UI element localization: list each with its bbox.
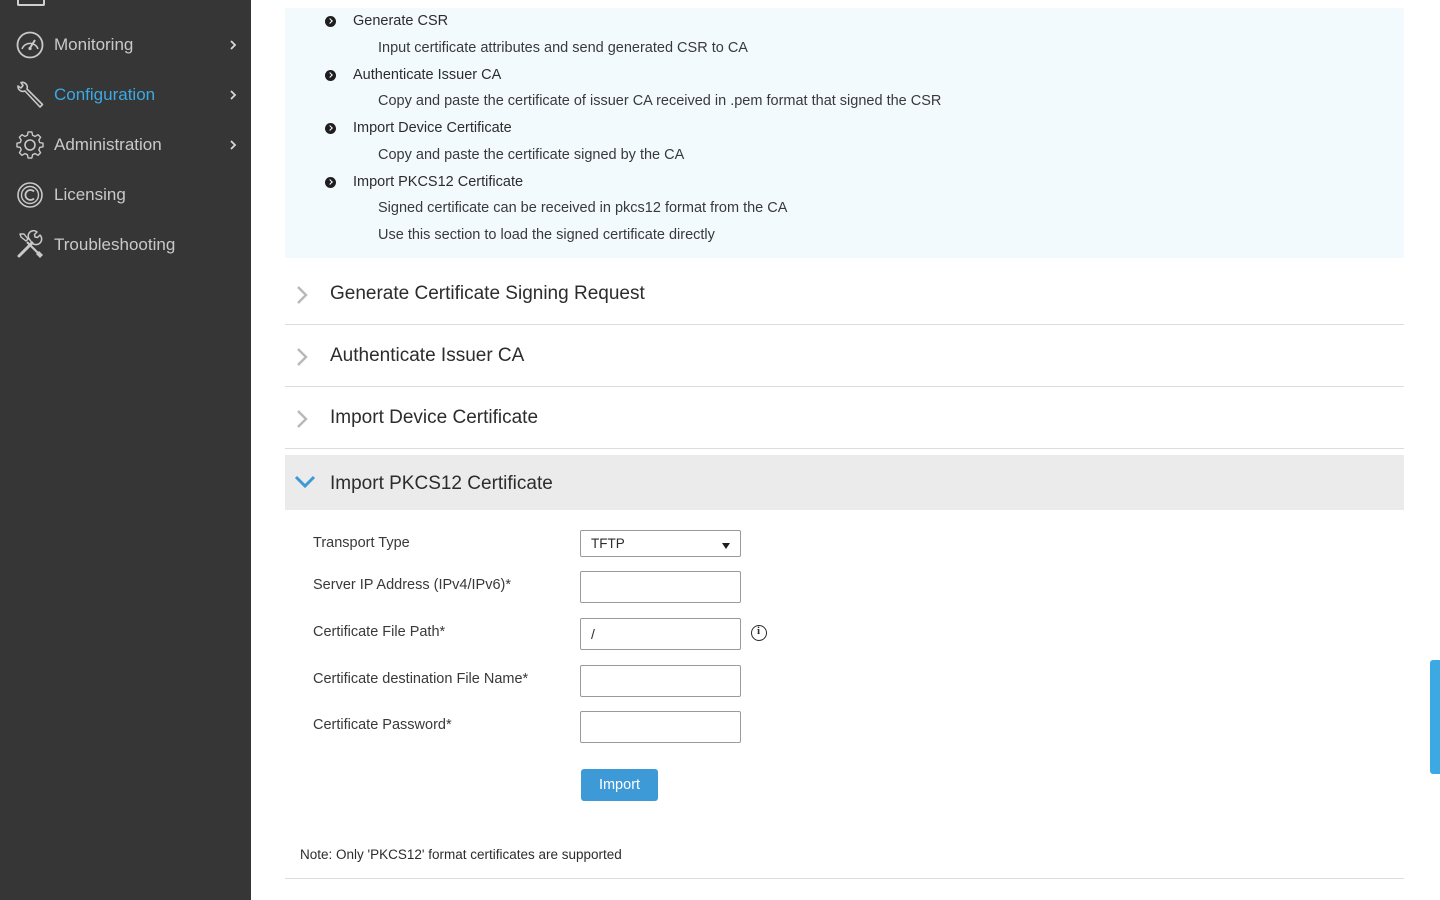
server-ip-input[interactable] (580, 571, 741, 603)
gear-icon (15, 130, 45, 160)
certificate-steps-info (285, 8, 1404, 258)
step-title: Import Device Certificate (353, 120, 512, 136)
bullet-icon (325, 177, 336, 188)
accordion-authenticate-issuer-ca[interactable] (285, 325, 1404, 387)
certificate-password-input[interactable] (580, 711, 741, 743)
accordion-import-device-certificate[interactable] (285, 387, 1404, 449)
licensing-icon (15, 180, 45, 210)
certificate-file-path-label: Certificate File Path* (313, 624, 446, 640)
wrench-icon (15, 80, 45, 110)
format-note: Note: Only 'PKCS12' format certificates are supported (300, 847, 622, 862)
chevron-right-icon (226, 87, 240, 103)
certificate-destination-file-label: Certificate destination File Name* (313, 671, 529, 687)
sidebar-item-troubleshooting[interactable] (0, 223, 251, 267)
transport-type-label: Transport Type (313, 535, 410, 551)
scrollbar-handle[interactable] (1430, 660, 1440, 774)
sidebar (0, 0, 251, 900)
accordion-title: Authenticate Issuer CA (330, 345, 525, 366)
chevron-right-icon (226, 37, 240, 53)
sidebar-item-label: Troubleshooting (54, 235, 176, 254)
bullet-icon (325, 16, 336, 27)
sidebar-item-label: Administration (54, 135, 162, 154)
sidebar-item-monitoring[interactable] (0, 23, 251, 67)
import-button[interactable]: Import (581, 769, 658, 801)
main-content (251, 0, 1440, 900)
server-ip-label: Server IP Address (IPv4/IPv6)* (313, 577, 511, 593)
accordion-title: Import Device Certificate (330, 407, 539, 428)
sidebar-item-licensing[interactable] (0, 173, 251, 217)
certificate-destination-file-input[interactable] (580, 665, 741, 697)
sidebar-item-label: Licensing (54, 185, 126, 204)
step-title: Generate CSR (353, 13, 449, 29)
certificate-file-path-input[interactable] (580, 618, 741, 650)
sidebar-item-label: Monitoring (54, 35, 134, 54)
chevron-right-icon (226, 137, 240, 153)
certificate-password-label: Certificate Password* (313, 717, 452, 733)
info-icon[interactable]: i (751, 625, 767, 641)
transport-type-value: TFTP (591, 536, 625, 551)
tools-icon (15, 230, 45, 260)
sidebar-item-label: Configuration (54, 85, 156, 104)
dashboard-icon[interactable] (17, 0, 45, 6)
caret-down-icon (722, 543, 730, 549)
transport-type-select[interactable] (580, 530, 741, 557)
gauge-icon (15, 30, 45, 60)
step-title: Import PKCS12 Certificate (353, 174, 524, 190)
bullet-icon (325, 123, 336, 134)
chevron-right-icon (295, 347, 309, 367)
bullet-icon (325, 70, 336, 81)
chevron-right-icon (295, 409, 309, 429)
accordion-generate-csr[interactable] (285, 263, 1404, 325)
step-description: Copy and paste the certificate signed by the CA (378, 147, 685, 163)
step-description: Signed certificate can be received in pkcs12 format from the CA (378, 200, 788, 216)
accordion-import-pkcs12-certificate[interactable] (285, 455, 1404, 510)
step-description: Copy and paste the certificate of issuer CA received in .pem format that signed the CSR (378, 93, 942, 109)
chevron-down-icon (294, 474, 316, 490)
step-title: Authenticate Issuer CA (353, 67, 502, 83)
accordion-title: Generate Certificate Signing Request (330, 283, 645, 304)
divider (285, 878, 1404, 879)
step-description: Use this section to load the signed certificate directly (378, 227, 715, 243)
sidebar-item-configuration[interactable] (0, 73, 251, 117)
chevron-right-icon (295, 285, 309, 305)
accordion-title: Import PKCS12 Certificate (330, 473, 553, 494)
sidebar-item-administration[interactable] (0, 123, 251, 167)
step-description: Input certificate attributes and send generated CSR to CA (378, 40, 748, 56)
